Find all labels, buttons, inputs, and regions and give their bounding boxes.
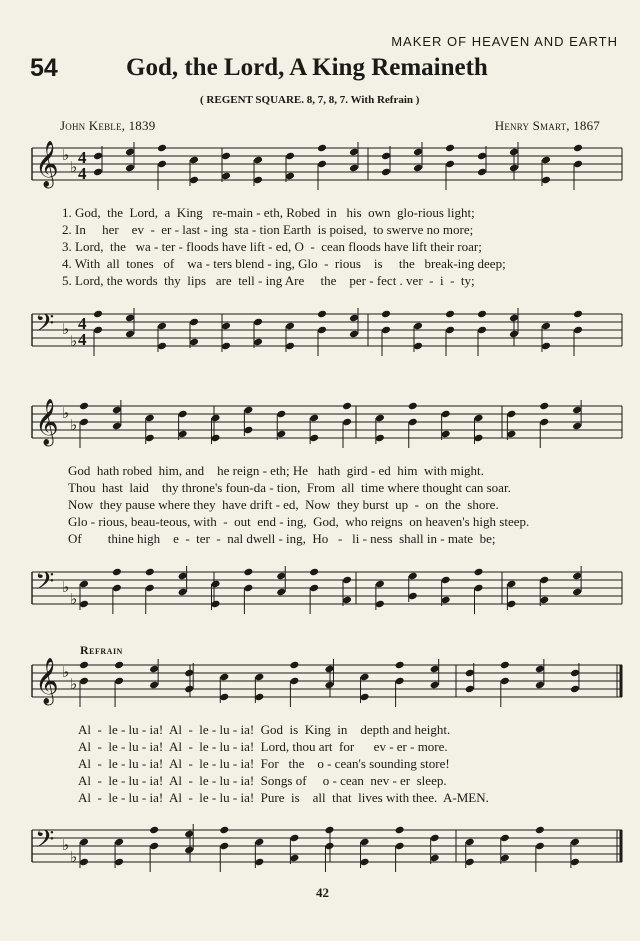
note-head <box>324 826 334 835</box>
note-head <box>395 826 405 835</box>
note-head <box>535 826 545 835</box>
bass-staff-system-2 <box>0 562 640 624</box>
note-head <box>79 402 89 411</box>
refrain-label: Refrain <box>80 643 123 657</box>
time-signature: 4 <box>78 148 87 167</box>
lyric-line-verse-3: Al - le - lu - ia! Al - le - lu - ia! For the o - cean's sounding store! <box>78 756 450 771</box>
page-number: 42 <box>316 885 329 900</box>
note-head <box>219 826 229 835</box>
treble-staff-system-3 <box>0 655 640 715</box>
note-head <box>243 568 253 577</box>
flat-icon: ♭ <box>70 332 78 350</box>
flat-icon: ♭ <box>62 836 70 854</box>
note-head <box>149 826 159 835</box>
lyric-line-verse-1: Al - le - lu - ia! Al - le - lu - ia! God is King in depth and height. <box>78 722 451 737</box>
lyric-line-verse-1: God hath robed him, and he reign - eth; He hath gird - ed him with might. <box>68 463 484 478</box>
lyric-line-verse-5: Of thine high e - ter - nal dwell - ing, Ho - li - ness shall in - mate be; <box>68 531 496 546</box>
note-head <box>79 661 89 670</box>
note-head <box>145 568 155 577</box>
lyric-line-verse-1: 1. God, the Lord, a King re-main - eth, Robed in his own glo-rious light; <box>62 205 475 220</box>
note-head <box>317 144 327 153</box>
bass-clef-icon: 𝄢 <box>35 825 55 860</box>
tune-info: ( REGENT SQUARE. 8, 7, 8, 7. With Refrain ) <box>200 94 420 106</box>
note-head <box>445 144 455 153</box>
note-head <box>342 402 352 411</box>
note-head <box>289 661 299 670</box>
lyric-line-verse-4: 4. With all tones of wa - ters blend - ing, Glo - rious is the break-ing deep; <box>62 256 506 271</box>
note-head <box>112 568 122 577</box>
note-head <box>381 310 391 319</box>
note-head <box>93 310 103 319</box>
note-head <box>114 661 124 670</box>
treble-staff-system-2 <box>0 396 640 456</box>
treble-clef-icon: 𝄞 <box>35 141 59 187</box>
note-head <box>408 402 418 411</box>
hymn-number: 54 <box>30 54 58 82</box>
flat-icon: ♭ <box>62 320 70 338</box>
lyric-line-verse-3: 3. Lord, the wa - ter - floods have lift - ed, O - cean floods have lift their roar; <box>62 239 482 254</box>
note-head <box>573 310 583 319</box>
note-head <box>573 144 583 153</box>
composer-credit: Henry Smart, 1867 <box>494 118 600 133</box>
flat-icon: ♭ <box>62 663 70 681</box>
lyric-line-verse-4: Glo - rious, beau-teous, with - out end - ing, God, who reigns on heaven's high steep. <box>68 514 530 529</box>
note-head <box>395 661 405 670</box>
section-title: MAKER OF HEAVEN AND EARTH <box>391 34 618 49</box>
flat-icon: ♭ <box>70 675 78 693</box>
bass-clef-icon: 𝄢 <box>35 567 55 602</box>
flat-icon: ♭ <box>62 404 70 422</box>
treble-clef-icon: 𝄞 <box>35 658 59 704</box>
bass-clef-icon: 𝄢 <box>35 309 55 344</box>
lyric-line-verse-2: Al - le - lu - ia! Al - le - lu - ia! Lord, thou art for ev - er - more. <box>78 739 448 754</box>
time-signature: 4 <box>78 164 87 183</box>
flat-icon: ♭ <box>62 146 70 164</box>
lyric-line-verse-2: Thou hast laid thy throne's foun-da - tion, From all time where thought can soar. <box>68 480 511 495</box>
treble-staff-system-1 <box>0 138 640 198</box>
note-head <box>309 568 319 577</box>
author-credit: John Keble, 1839 <box>60 118 156 133</box>
note-head <box>317 310 327 319</box>
lyric-line-verse-3: Now they pause where they have drift - ed, Now they burst up - on the shore. <box>68 497 499 512</box>
hymn-title: God, the Lord, A King Remaineth <box>126 54 488 81</box>
note-head <box>539 402 549 411</box>
flat-icon: ♭ <box>70 590 78 608</box>
note-head <box>500 661 510 670</box>
lyric-line-verse-5: 5. Lord, the words thy lips are tell - ing Are the per - fect . ver - i - ty; <box>62 273 475 288</box>
note-head <box>473 568 483 577</box>
time-signature: 4 <box>78 314 87 333</box>
flat-icon: ♭ <box>70 416 78 434</box>
flat-icon: ♭ <box>62 578 70 596</box>
note-head <box>157 144 167 153</box>
flat-icon: ♭ <box>70 848 78 866</box>
note-head <box>445 310 455 319</box>
lyric-line-verse-5: Al - le - lu - ia! Al - le - lu - ia! Pure is all that lives with thee. A-MEN. <box>78 790 489 805</box>
flat-icon: ♭ <box>70 158 78 176</box>
lyric-line-verse-2: 2. In her ev - er - last - ing sta - tion Earth is poised, to swerve no more; <box>62 222 474 237</box>
treble-clef-icon: 𝄞 <box>35 399 59 445</box>
time-signature: 4 <box>78 330 87 349</box>
bass-staff-system-3 <box>0 820 640 882</box>
lyric-line-verse-4: Al - le - lu - ia! Al - le - lu - ia! Songs of o - cean nev - er sleep. <box>78 773 447 788</box>
note-head <box>477 310 487 319</box>
bass-staff-system-1 <box>0 304 640 366</box>
